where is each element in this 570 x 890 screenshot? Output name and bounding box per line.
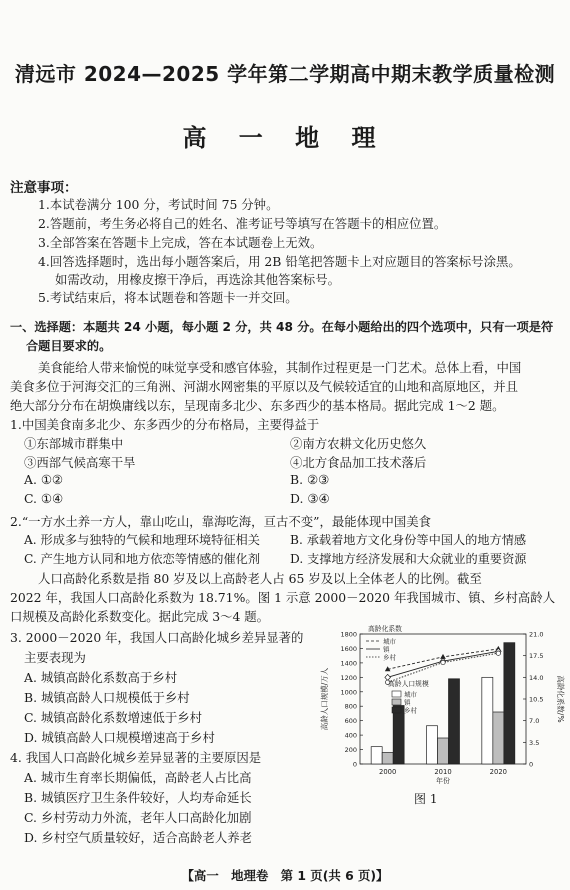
passage1-line-2: 美食多位于河海交汇的三角洲、河湖水网密集的平原以及气候较适宜的山地和高原地区，并且 [10,379,519,394]
y-tick-label: 400 [344,731,357,740]
bar-乡村 [504,643,515,764]
q3-option-b: B. 城镇高龄人口规模低于乡村 [24,690,190,705]
q1-opt-2: ②南方农耕文化历史悠久 [290,436,427,451]
q1-choice-d: D. ③④ [290,491,330,506]
x-tick-label: 2000 [379,768,397,776]
bar-城市 [482,677,493,764]
y2-tick-label: 0 [529,760,534,769]
q2-option-b: B. 承载着地方文化身份等中国人的地方情感 [290,533,527,547]
bar-镇 [493,712,504,764]
y-tick-label: 1200 [340,673,357,682]
passage1-line-1: 美食能给人带来愉悦的味觉享受和感官体验，其制作过程更是一门艺术。总体上看，中国 [38,360,522,375]
y-tick-label: 1000 [340,688,357,697]
q1-choice-b: B. ②③ [290,472,330,487]
line-legend-label: 镇 [383,645,390,654]
notice-item-4-cont: 如需改动，用橡皮擦干净后，再选涂其他答案标号。 [55,272,340,287]
y2-tick-label: 10.5 [529,695,544,704]
line-legend-title: 高龄化系数 [368,625,402,633]
y2-tick-label: 3.5 [529,738,540,747]
y-tick-label: 1400 [340,659,357,668]
bar-legend-swatch [392,707,401,713]
notice-item-5: 5.考试结束后，将本试题卷和答题卡一并交回。 [38,290,298,305]
y-tick-label: 200 [344,746,357,755]
q1-opt-1: ①东部城市群集中 [24,436,124,451]
line-legend-label: 城市 [383,637,396,646]
notice-item-4: 4.回答选择题时，选出每小题答案后，用 2B 铅笔把答题卡上对应题目的答案标号涂黑。 [38,254,521,269]
y2-tick-label: 21.0 [529,630,544,639]
q1-choice-a: A. ①② [24,472,64,487]
x-tick-label: 2020 [489,768,507,776]
y-tick-label: 0 [352,760,357,769]
q3-option-a: A. 城镇高龄化系数高于乡村 [24,670,178,685]
y2-tick-label: 14.0 [529,673,544,682]
q4-option-a: A. 城市生育率长期偏低，高龄老人占比高 [24,770,252,785]
bar-legend-swatch [392,699,401,705]
q3-option-d: D. 城镇高龄人口规模增速高于乡村 [24,730,215,745]
subject-title: 高 一 地 理 [182,124,388,152]
section-heading-cont: 合题目要求的。 [26,339,112,353]
q4-stem: 4. 我国人口高龄化城乡差异显著的主要原因是 [10,750,262,765]
x-tick-label: 2010 [434,768,452,776]
figure-caption: 图 1 [414,792,438,806]
q4-option-d: D. 乡村空气质量较好，适合高龄老人养老 [24,830,253,845]
q1-opt-4: ④北方食品加工技术落后 [290,455,427,470]
bar-乡村 [449,679,460,764]
y2-tick-label: 17.5 [529,652,544,661]
passage2-line-1: 人口高龄化系数是指 80 岁及以上高龄老人占 65 岁及以上全体老人的比例。截至 [38,571,482,586]
bar-城市 [427,726,438,764]
page-footer: 【高一 地理卷 第 1 页(共 6 页)】 [181,868,389,883]
exam-title: 清远市 2024—2025 学年第二学期高中期末教学质量检测 [14,62,556,86]
q2-option-d: D. 支撑地方经济发展和大众就业的重要资源 [290,552,527,566]
passage2-line-2: 2022 年，我国人口高龄化系数为 18.71%。图 1 示意 2000－2020 年我国城市、镇、乡村高龄人 [10,590,556,605]
bar-legend-swatch [392,691,401,697]
passage2-line-3: 口规模及高龄化系数变化。据此完成 3～4 题。 [10,609,270,624]
bar-镇 [438,738,449,764]
bar-乡村 [393,706,404,765]
notice-item-1: 1.本试卷满分 100 分，考试时间 75 分钟。 [38,197,279,212]
y-tick-label: 800 [344,702,357,711]
q2-option-a: A. 形成多与独特的气候和地理环境特征相关 [24,533,260,547]
bar-城市 [371,747,382,764]
section-heading: 一、选择题：本题共 24 小题，每小题 2 分，共 48 分。在每小题给出的四个选项中，只有一项是符 [10,320,554,334]
y-tick-label: 1800 [340,630,357,639]
notice-item-2: 2.答题前，考生务必将自己的姓名、准考证号等填写在答题卡的相应位置。 [38,216,447,231]
x-axis-label: 年份 [436,777,450,785]
notice-item-3: 3.全部答案在答题卡上完成，答在本试题卷上无效。 [38,235,323,250]
y-tick-label: 600 [344,717,357,726]
q3-option-c: C. 城镇高龄化系数增速低于乡村 [24,710,202,725]
bar-legend-title: 高龄人口规模 [388,680,429,688]
figure-1-chart [318,622,566,818]
point-乡村 [496,651,500,655]
q1-opt-3: ③西部气候高寒干旱 [24,455,136,470]
notice-heading: 注意事项： [10,180,78,196]
bar-legend-label: 城市 [404,690,417,699]
y2-tick-label: 7.0 [529,717,540,726]
y2-axis-label: 高龄化系数/% [556,675,565,723]
bar-legend-label: 乡村 [404,706,417,715]
passage1-line-3: 绝大部分分布在胡焕庸线以东，呈现南多北少、东多西少的基本格局。据此完成 1～2 题。 [10,398,505,413]
q3-stem-cont: 主要表现为 [24,650,86,665]
bar-legend-label: 镇 [404,698,411,707]
y-tick-label: 1600 [340,644,357,653]
point-乡村 [441,660,445,664]
q2-option-c: C. 产生地方认同和地方依恋等情感的催化剂 [24,552,261,566]
q2-stem: 2.“一方水土养一方人，靠山吃山，靠海吃海，亘古不变”，最能体现中国美食 [10,514,431,529]
q1-stem: 1.中国美食南多北少、东多西少的分布格局，主要得益于 [10,417,320,432]
q4-option-c: C. 乡村劳动力外流，老年人口高龄化加剧 [24,810,252,825]
q1-choice-c: C. ①④ [24,491,64,506]
q4-option-b: B. 城镇医疗卫生条件较好，人均寿命延长 [24,790,252,805]
q3-stem: 3. 2000－2020 年，我国人口高龄化城乡差异显著的 [10,630,304,645]
line-legend-label: 乡村 [383,653,396,662]
bar-镇 [382,752,393,764]
y-axis-label: 高龄人口规模/万人 [320,667,329,731]
